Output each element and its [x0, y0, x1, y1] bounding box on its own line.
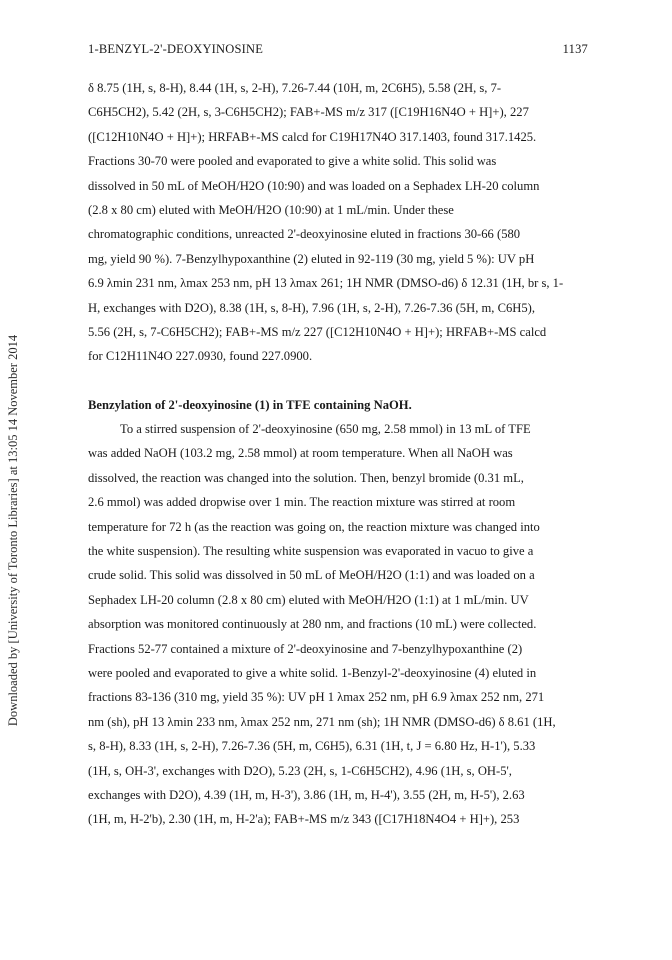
- text-line: chromatographic conditions, unreacted 2'-deoxyinosine eluted in fractions 30-66 (580: [88, 227, 521, 242]
- text-line: crude solid. This solid was dissolved in 50 mL of MeOH/H2O (1:1) and was loaded on a: [88, 568, 535, 583]
- paragraph-characterization: [88, 76, 588, 369]
- download-stamp-text: Downloaded by [University of Toronto Libraries] at 13:05 14 November 2014: [6, 334, 21, 726]
- page-number: 1137: [562, 42, 588, 56]
- text-line: for C12H11N4O 227.0930, found 227.0900.: [88, 349, 313, 364]
- text-line: mg, yield 90 %). 7-Benzylhypoxanthine (2) eluted in 92-119 (30 mg, yield 5 %): UV pH: [88, 251, 535, 266]
- text-line: (1H, s, OH-3', exchanges with D2O), 5.23 (2H, s, 1-C6H5CH2), 4.96 (1H, s, OH-5',: [88, 763, 512, 778]
- text-line: Fractions 52-77 contained a mixture of 2'-deoxyinosine and 7-benzylhypoxanthine (2): [88, 641, 523, 656]
- text-line: 6.9 λmin 231 nm, λmax 253 nm, pH 13 λmax 261; 1H NMR (DMSO-d6) δ 12.31 (1H, br s, 1-: [88, 276, 564, 291]
- section-heading: Benzylation of 2'-deoxyinosine (1) in TFE containing NaOH.: [88, 397, 412, 412]
- text-line: s, 8-H), 8.33 (1H, s, 2-H), 7.26-7.36 (5H, m, C6H5), 6.31 (1H, t, J = 6.80 Hz, H-1'), 5.33: [88, 739, 536, 754]
- text-line: H, exchanges with D2O), 8.38 (1H, s, 8-H), 7.96 (1H, s, 2-H), 7.26-7.36 (5H, m, C6H5),: [88, 300, 536, 315]
- text-line: δ 8.75 (1H, s, 8-H), 8.44 (1H, s, 2-H), 7.26-7.44 (10H, m, 2C6H5), 5.58 (2H, s, 7-: [88, 81, 502, 95]
- section-spacer: [88, 369, 588, 393]
- text-line: 2.6 mmol) was added dropwise over 1 min. The reaction mixture was stirred at room: [88, 495, 516, 510]
- text-line: To a stirred suspension of 2'-deoxyinosine (650 mg, 2.58 mmol) in 13 mL of TFE: [120, 422, 531, 437]
- text-line: dissolved in 50 mL of MeOH/H2O (10:90) and was loaded on a Sephadex LH-20 column: [88, 178, 540, 193]
- download-stamp: [2, 150, 26, 910]
- text-line: exchanges with D2O), 4.39 (1H, m, H-3'), 3.86 (1H, m, H-4'), 3.55 (2H, m, H-5'), 2.63: [88, 787, 525, 802]
- text-line: C6H5CH2), 5.42 (2H, s, 3-C6H5CH2); FAB+-MS m/z 317 ([C19H16N4O + H]+), 227: [88, 105, 529, 120]
- text-line: were pooled and evaporated to give a white solid. 1-Benzyl-2'-deoxyinosine (4) eluted in: [88, 665, 537, 680]
- running-title: 1-BENZYL-2'-DEOXYINOSINE: [88, 42, 264, 56]
- page-header: [88, 42, 588, 60]
- text-line: Fractions 30-70 were pooled and evaporated to give a white solid. This solid was: [88, 154, 497, 169]
- text-line: dissolved, the reaction was changed into the solution. Then, benzyl bromide (0.31 mL,: [88, 470, 524, 485]
- text-line: (1H, m, H-2'b), 2.30 (1H, m, H-2'a); FAB+-MS m/z 343 ([C17H18N4O4 + H]+), 253: [88, 812, 520, 827]
- article-body: [88, 76, 588, 832]
- text-line: the white suspension). The resulting white suspension was evaporated in vacuo to give a: [88, 544, 534, 559]
- text-line: (2.8 x 80 cm) eluted with MeOH/H2O (10:90) at 1 mL/min. Under these: [88, 202, 454, 217]
- text-line: 5.56 (2H, s, 7-C6H5CH2); FAB+-MS m/z 227 ([C12H10N4O + H]+); HRFAB+-MS calcd: [88, 324, 547, 339]
- text-line: absorption was monitored continuously at 280 nm, and fractions (10 mL) were collected.: [88, 617, 537, 632]
- text-line: Sephadex LH-20 column (2.8 x 80 cm) eluted with MeOH/H2O (1:1) at 1 mL/min. UV: [88, 592, 529, 607]
- text-line: nm (sh), pH 13 λmin 233 nm, λmax 252 nm, 271 nm (sh); 1H NMR (DMSO-d6) δ 8.61 (1H,: [88, 714, 556, 729]
- paragraph-procedure: [88, 417, 588, 832]
- text-line: fractions 83-136 (310 mg, yield 35 %): UV pH 1 λmax 252 nm, pH 6.9 λmax 252 nm, 271: [88, 690, 545, 705]
- text-line: ([C12H10N4O + H]+); HRFAB+-MS calcd for C19H17N4O 317.1403, found 317.1425.: [88, 129, 537, 144]
- text-line: temperature for 72 h (as the reaction was going on, the reaction mixture was changed into: [88, 519, 540, 534]
- text-line: was added NaOH (103.2 mg, 2.58 mmol) at room temperature. When all NaOH was: [88, 446, 513, 461]
